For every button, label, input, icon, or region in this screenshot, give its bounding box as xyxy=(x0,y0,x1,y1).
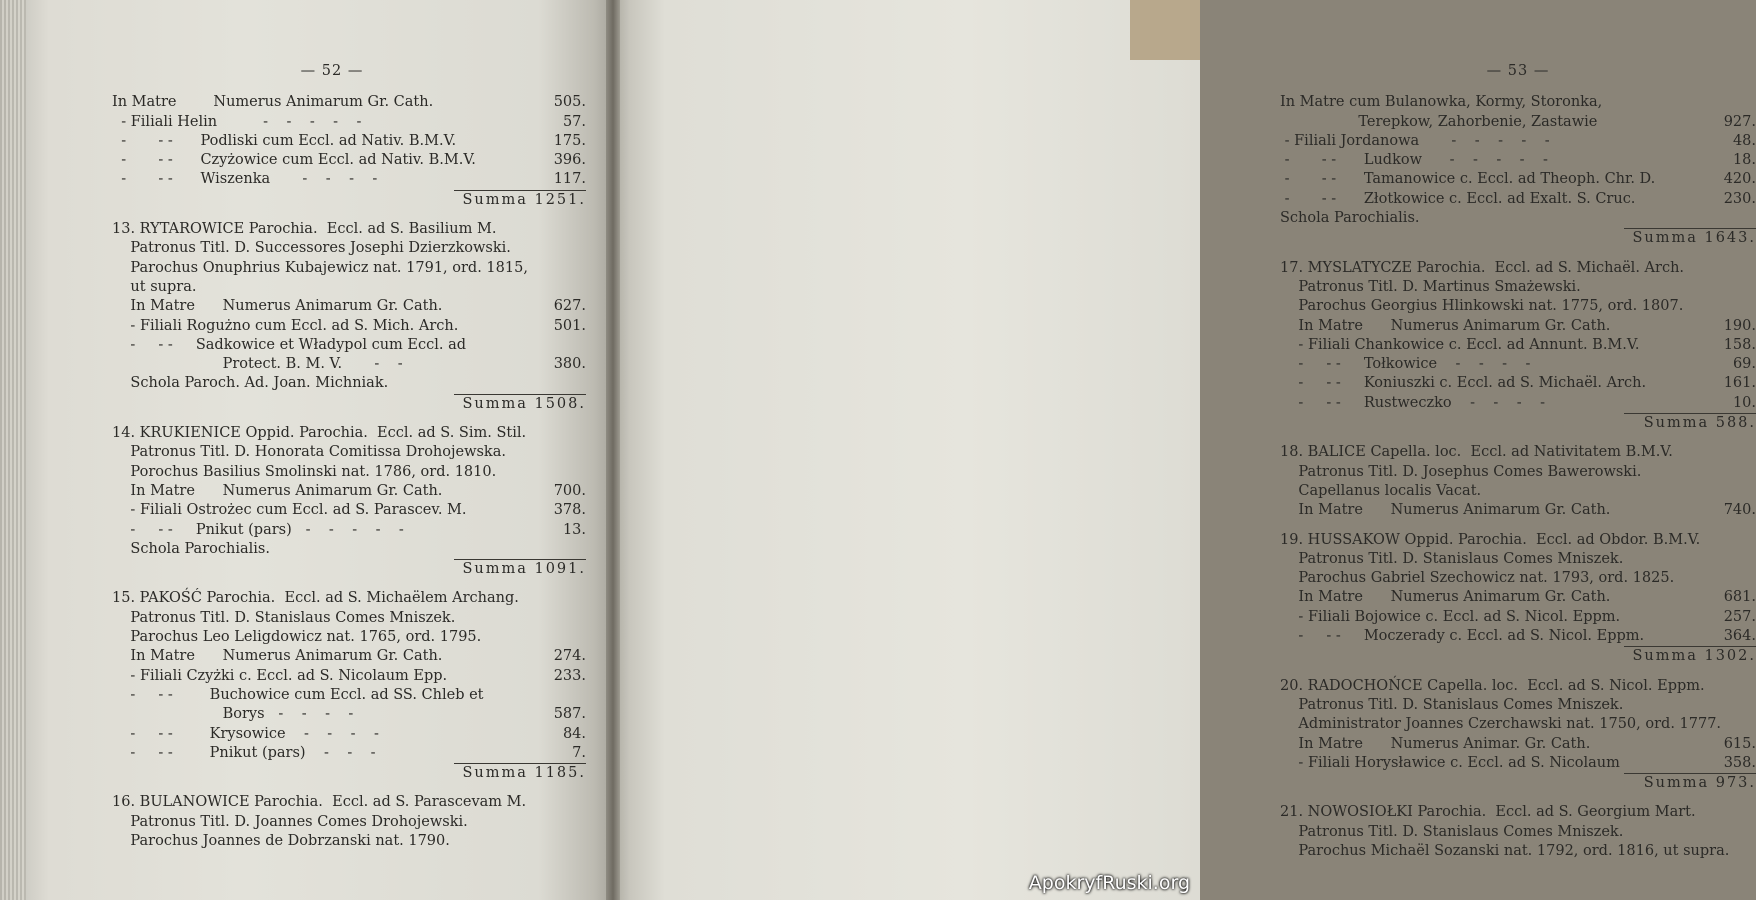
text-line xyxy=(1280,374,1756,393)
line-count: 233. xyxy=(553,667,586,684)
line-text: - - - Pnikut (pars) - - - xyxy=(112,744,376,761)
line-count: 7. xyxy=(572,744,586,761)
text-line xyxy=(112,628,586,647)
text-line xyxy=(112,705,586,724)
line-count: 84. xyxy=(562,725,586,742)
text-line xyxy=(1280,394,1756,413)
line-text: - - - Wiszenka - - - - xyxy=(112,171,378,188)
text-line xyxy=(112,793,586,812)
line-text: In Matre Numerus Animarum Gr. Cath. xyxy=(1280,317,1611,334)
text-line xyxy=(1280,588,1756,607)
line-text: Schola Parochialis. xyxy=(1280,210,1420,227)
line-count: 13. xyxy=(562,521,586,538)
line-text: Terepkow, Zahorbenie, Zastawie xyxy=(1280,113,1598,130)
line-text: - - - Sadkowice et Władypol cum Eccl. ad xyxy=(112,336,466,353)
line-text: - - - Koniuszki c. Eccl. ad S. Michaël. Arch. xyxy=(1280,375,1647,392)
left-page xyxy=(0,0,612,900)
line-text: 20. RADOCHOŃCE Capella. loc. Eccl. ad S. Nicol. Eppm. xyxy=(1280,677,1705,694)
line-text: - - - Krysowice - - - - xyxy=(112,725,379,742)
text-line xyxy=(112,744,586,763)
line-text: - Filiali Czyżki c. Eccl. ad S. Nicolaum Epp. xyxy=(112,667,448,684)
text-line xyxy=(1280,463,1756,482)
line-text: Borys - - - - xyxy=(112,706,354,723)
section-gap xyxy=(1280,249,1756,259)
line-text: In Matre Numerus Animarum Gr. Cath. xyxy=(1280,589,1611,606)
text-line xyxy=(112,220,586,239)
line-text: Parochus Gabriel Szechowicz nat. 1793, ord. 1825. xyxy=(1280,570,1675,587)
text-line xyxy=(1280,803,1756,822)
line-count: 18. xyxy=(1732,152,1756,169)
line-count: 117. xyxy=(553,171,586,188)
left-lines xyxy=(112,93,586,851)
line-text: Capellanus localis Vacat. xyxy=(1280,482,1482,499)
line-count: 175. xyxy=(553,132,586,149)
text-line xyxy=(112,647,586,666)
book-spine xyxy=(606,0,620,900)
line-text: 17. MYSLATYCZE Parochia. Eccl. ad S. Michaël. Arch. xyxy=(1280,259,1685,276)
line-text: 14. KRUKIENICE Oppid. Parochia. Eccl. ad S. Sim. Stil. xyxy=(112,425,527,442)
line-text: Administrator Joannes Czerchawski nat. 1750, ord. 1777. xyxy=(1280,716,1722,733)
line-count: 274. xyxy=(553,648,586,665)
text-line xyxy=(1280,317,1756,336)
line-text: - - - Buchowice cum Eccl. ad SS. Chleb et xyxy=(112,686,484,703)
line-text: ut supra. xyxy=(112,278,197,295)
text-line xyxy=(112,482,586,501)
line-count: 57. xyxy=(562,113,586,130)
right-lines xyxy=(1280,93,1756,861)
line-text: - - - Tołkowice - - - - xyxy=(1280,356,1531,373)
text-line xyxy=(1280,715,1756,734)
line-text: Parochus Michaël Sozanski nat. 1792, ord. 1816, ut supra. xyxy=(1280,842,1730,859)
summa-total: Summa 1643. xyxy=(1624,228,1756,248)
text-line xyxy=(112,609,586,628)
line-count: 420. xyxy=(1723,171,1756,188)
section-gap xyxy=(1280,667,1756,677)
line-text: - Filiali Helin - - - - - xyxy=(112,113,362,130)
line-text: - Filiali Jordanowa - - - - - xyxy=(1280,132,1550,149)
line-text: In Matre Numerus Animar. Gr. Cath. xyxy=(1280,735,1591,752)
section-gap xyxy=(1280,433,1756,443)
text-line xyxy=(1280,842,1756,861)
text-line xyxy=(1280,443,1756,462)
line-count: 681. xyxy=(1723,589,1756,606)
line-text: In Matre cum Bulanowka, Kormy, Storonka, xyxy=(1280,94,1603,111)
summa-total: Summa 973. xyxy=(1624,773,1756,793)
text-line xyxy=(112,686,586,705)
line-text: Patronus Titl. D. Josephus Comes Bawerowski. xyxy=(1280,463,1642,480)
summa-total: Summa 1185. xyxy=(454,763,586,783)
text-line xyxy=(112,336,586,355)
text-line xyxy=(1280,278,1756,297)
text-line xyxy=(112,132,586,151)
text-line xyxy=(112,355,586,374)
text-line xyxy=(1280,608,1756,627)
line-text: In Matre Numerus Animarum Gr. Cath. xyxy=(112,298,443,315)
text-line xyxy=(1280,823,1756,842)
line-text: - Filiali Rogużno cum Eccl. ad S. Mich. Arch. xyxy=(112,317,459,334)
text-line xyxy=(112,540,586,559)
text-line xyxy=(1280,93,1756,112)
line-text: In Matre Numerus Animarum Gr. Cath. xyxy=(112,94,434,111)
section-gap xyxy=(112,783,586,793)
line-count: 158. xyxy=(1723,336,1756,353)
background-surface xyxy=(1130,0,1200,60)
text-line xyxy=(112,667,586,686)
line-count: 627. xyxy=(553,298,586,315)
line-text: 15. PAKOŚĆ Parochia. Eccl. ad S. Michaëlem Archang. xyxy=(112,590,519,607)
summa-total: Summa 1091. xyxy=(454,559,586,579)
text-line xyxy=(112,443,586,462)
text-line xyxy=(1280,355,1756,374)
line-count: 505. xyxy=(553,94,586,111)
text-line xyxy=(112,725,586,744)
line-count: 190. xyxy=(1723,317,1756,334)
line-text: - - - Podliski cum Eccl. ad Nativ. B.M.V. xyxy=(112,132,457,149)
line-text: - - - Czyżowice cum Eccl. ad Nativ. B.M.V. xyxy=(112,152,476,169)
line-count: 587. xyxy=(553,706,586,723)
text-line xyxy=(112,813,586,832)
line-text: Patronus Titl. D. Stanislaus Comes Mniszek. xyxy=(1280,696,1624,713)
line-count: 358. xyxy=(1723,754,1756,771)
text-line xyxy=(112,170,586,189)
summa-total: Summa 1251. xyxy=(454,190,586,210)
line-text: Parochus Onuphrius Kubajewicz nat. 1791, ord. 1815, xyxy=(112,259,528,276)
section-gap xyxy=(1280,521,1756,531)
text-line xyxy=(1280,151,1756,170)
line-text: 13. RYTAROWICE Parochia. Eccl. ad S. Basilium M. xyxy=(112,221,497,238)
section-gap xyxy=(112,210,586,220)
line-count: 69. xyxy=(1732,356,1756,373)
line-text: 16. BULANOWICE Parochia. Eccl. ad S. Parascevam M. xyxy=(112,794,527,811)
text-line xyxy=(112,424,586,443)
line-text: - - - Rustweczko - - - - xyxy=(1280,394,1545,411)
text-line xyxy=(1280,677,1756,696)
text-line xyxy=(1280,501,1756,520)
line-text: In Matre Numerus Animarum Gr. Cath. xyxy=(112,482,443,499)
line-text: 21. NOWOSIOŁKI Parochia. Eccl. ad S. Georgium Mart. xyxy=(1280,804,1696,821)
line-text: Patronus Titl. D. Joannes Comes Drohojewski. xyxy=(112,813,468,830)
section-gap xyxy=(1280,793,1756,803)
page-number-left: — 52 — xyxy=(300,63,364,79)
text-line xyxy=(1280,170,1756,189)
line-text: - - - Pnikut (pars) - - - - - xyxy=(112,521,404,538)
text-line xyxy=(1280,482,1756,501)
text-line xyxy=(1280,696,1756,715)
line-text: Patronus Titl. D. Stanislaus Comes Mniszek. xyxy=(112,609,456,626)
line-text: Patronus Titl. D. Honorata Comitissa Drohojewska. xyxy=(112,444,506,461)
summa-total: Summa 1508. xyxy=(454,394,586,414)
text-line xyxy=(112,113,586,132)
text-line xyxy=(112,259,586,278)
line-text: In Matre Numerus Animarum Gr. Cath. xyxy=(112,648,443,665)
line-count: 378. xyxy=(553,502,586,519)
line-text: In Matre Numerus Animarum Gr. Cath. xyxy=(1280,502,1611,519)
line-count: 615. xyxy=(1723,735,1756,752)
text-line xyxy=(112,501,586,520)
text-line xyxy=(1280,627,1756,646)
line-text: Patronus Titl. D. Stanislaus Comes Mniszek. xyxy=(1280,550,1624,567)
text-line xyxy=(1280,336,1756,355)
line-text: Patronus Titl. D. Martinus Smażewski. xyxy=(1280,278,1581,295)
line-count: 230. xyxy=(1723,190,1756,207)
left-page-text xyxy=(112,62,586,851)
line-text: - Filiali Horysławice c. Eccl. ad S. Nicolaum xyxy=(1280,754,1620,771)
watermark: ApokryfRuski.org xyxy=(1028,872,1190,894)
text-line xyxy=(112,151,586,170)
text-line xyxy=(1280,132,1756,151)
text-line xyxy=(1280,113,1756,132)
line-text: Parochus Joannes de Dobrzanski nat. 1790. xyxy=(112,832,450,849)
summa-total: Summa 1302. xyxy=(1624,646,1756,666)
line-count: 10. xyxy=(1732,394,1756,411)
line-text: Protect. B. M. V. - - xyxy=(112,356,403,373)
line-count: 700. xyxy=(553,482,586,499)
line-text: Schola Parochialis. xyxy=(112,540,270,557)
line-text: Parochus Georgius Hlinkowski nat. 1775, ord. 1807. xyxy=(1280,298,1684,315)
line-count: 48. xyxy=(1732,132,1756,149)
text-line xyxy=(1280,754,1756,773)
line-text: Parochus Leo Leligdowicz nat. 1765, ord. 1795. xyxy=(112,629,482,646)
line-text: 19. HUSSAKOW Oppid. Parochia. Eccl. ad Obdor. B.M.V. xyxy=(1280,531,1701,548)
section-gap xyxy=(112,579,586,589)
line-text: Porochus Basilius Smolinski nat. 1786, ord. 1810. xyxy=(112,463,497,480)
text-line xyxy=(112,521,586,540)
line-text: Patronus Titl. D. Stanislaus Comes Mniszek. xyxy=(1280,823,1624,840)
summa-total: Summa 588. xyxy=(1624,413,1756,433)
text-line xyxy=(1280,735,1756,754)
text-line xyxy=(1280,531,1756,550)
line-text: 18. BALICE Capella. loc. Eccl. ad Nativitatem B.M.V. xyxy=(1280,444,1673,461)
line-count: 740. xyxy=(1723,502,1756,519)
text-line xyxy=(1280,259,1756,278)
line-text: - - - Ludkow - - - - - xyxy=(1280,152,1548,169)
text-line xyxy=(112,278,586,297)
line-text: - - - Tamanowice c. Eccl. ad Theoph. Chr. D. xyxy=(1280,171,1656,188)
text-line xyxy=(1280,190,1756,209)
text-line xyxy=(112,297,586,316)
text-line xyxy=(112,832,586,851)
text-line xyxy=(112,589,586,608)
line-count: 927. xyxy=(1723,113,1756,130)
line-text: - Filiali Bojowice c. Eccl. ad S. Nicol. Eppm. xyxy=(1280,608,1621,625)
text-line xyxy=(1280,209,1756,228)
text-line xyxy=(112,317,586,336)
line-count: 396. xyxy=(553,152,586,169)
text-line xyxy=(1280,569,1756,588)
right-page xyxy=(612,0,1756,900)
text-line xyxy=(112,239,586,258)
line-text: - - - Złotkowice c. Eccl. ad Exalt. S. Cruc. xyxy=(1280,190,1636,207)
text-line xyxy=(112,463,586,482)
text-line xyxy=(1280,550,1756,569)
text-line xyxy=(112,93,586,112)
line-text: Schola Paroch. Ad. Joan. Michniak. xyxy=(112,375,389,392)
page-number-right: — 53 — xyxy=(1486,63,1550,79)
right-page-text xyxy=(1280,62,1756,861)
line-count: 501. xyxy=(553,317,586,334)
line-text: - - - Moczerady c. Eccl. ad S. Nicol. Eppm. xyxy=(1280,628,1645,645)
page-stack-edge xyxy=(0,0,26,900)
section-gap xyxy=(112,414,586,424)
line-text: - Filiali Chankowice c. Eccl. ad Annunt. B.M.V. xyxy=(1280,336,1640,353)
line-text: Patronus Titl. D. Successores Josephi Dzierzkowski. xyxy=(112,240,511,257)
line-count: 161. xyxy=(1723,375,1756,392)
line-count: 257. xyxy=(1723,608,1756,625)
line-count: 364. xyxy=(1723,628,1756,645)
text-line xyxy=(112,374,586,393)
line-count: 380. xyxy=(553,356,586,373)
line-text: - Filiali Ostrożec cum Eccl. ad S. Parascev. M. xyxy=(112,502,467,519)
text-line xyxy=(1280,297,1756,316)
